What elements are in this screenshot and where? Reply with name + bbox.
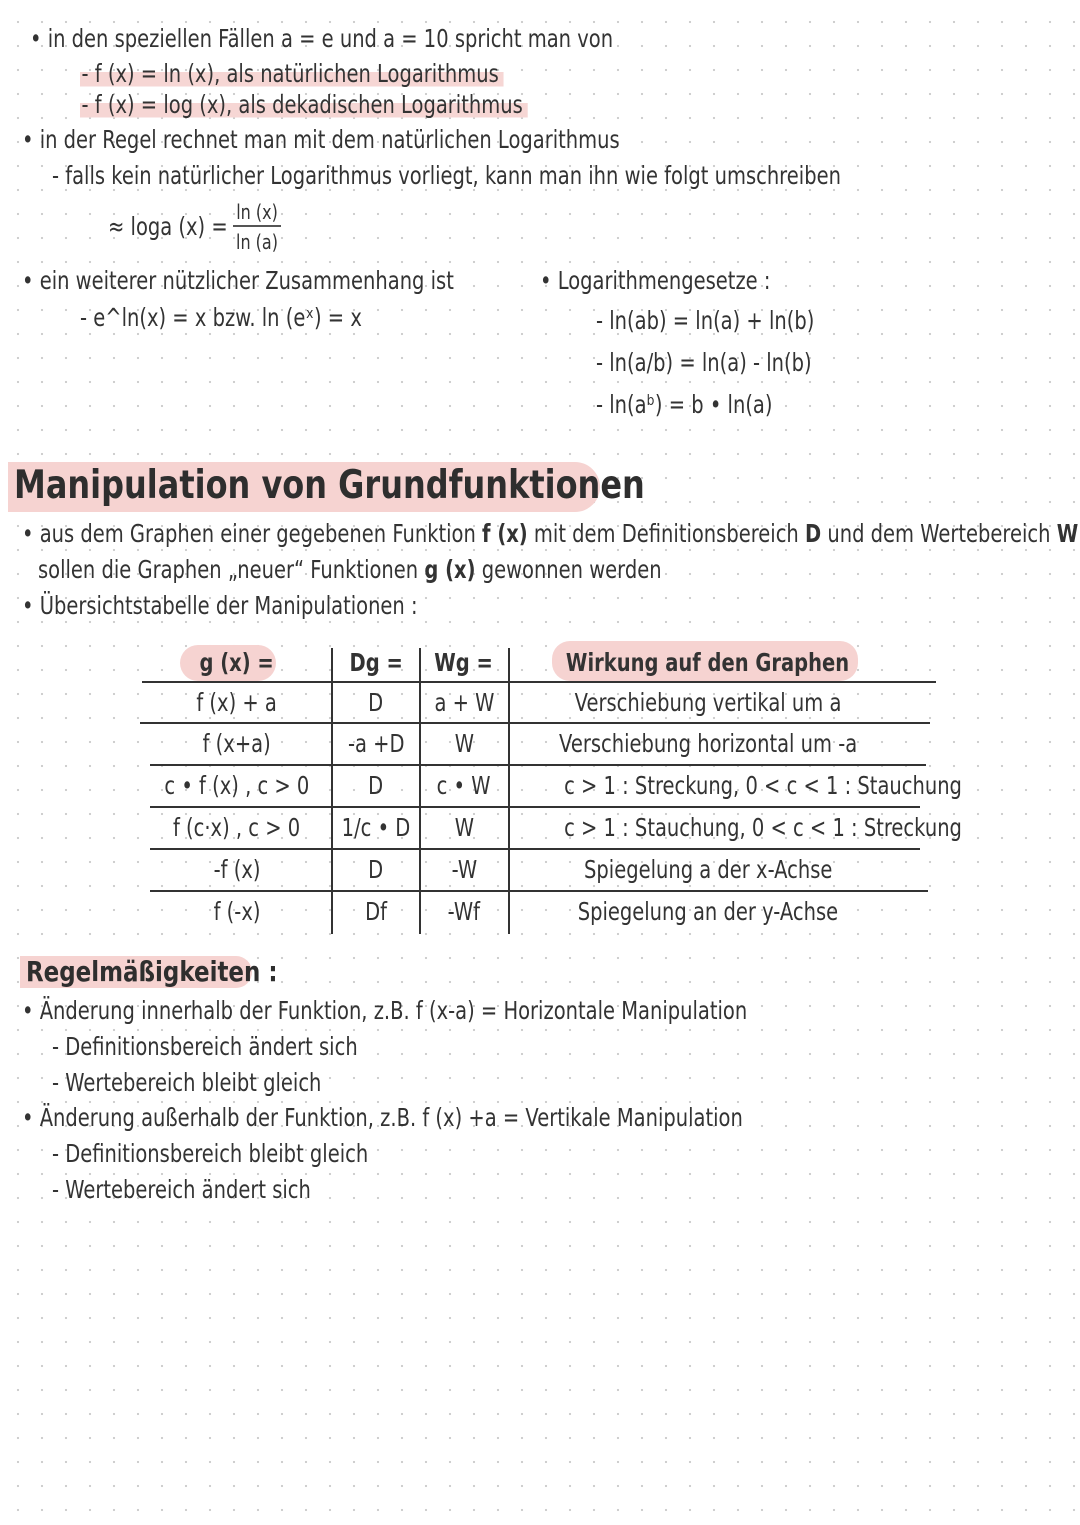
table-cell: f (-x) [213, 897, 261, 926]
table-cell: D [368, 855, 384, 884]
decadic-log-item: - f (x) = log (x), als dekadischen Logarithmus [80, 92, 527, 117]
table-cell: f (x+a) [202, 729, 272, 758]
inside-range-note: - Wertebereich bleibt gleich [52, 1068, 322, 1097]
rewrite-note: - falls kein natürlicher Logarithmus vorliegt, kann man ihn wie folgt umschreiben [52, 161, 841, 190]
table-cell: -W [451, 855, 477, 884]
log-change-formula-left: ≈ loga (x) = [108, 212, 228, 241]
table-header-dg: Dg = [349, 648, 403, 677]
table-cell: Spiegelung a der x-Achse [583, 855, 833, 884]
table-rule [150, 806, 920, 808]
table-cell: -f (x) [213, 855, 261, 884]
log-laws-title: • Logarithmengesetze : [540, 266, 771, 295]
table-cell: a + W [434, 688, 494, 717]
formula-numerator: ln (x) [236, 200, 278, 224]
outside-change-note: • Änderung außerhalb der Funktion, z.B. f (x) +a = Vertikale Manipulation [22, 1103, 743, 1132]
useful-relation-intro: • ein weiterer nützlicher Zusammenhang ist [22, 266, 454, 295]
outside-domain-note: - Definitionsbereich bleibt gleich [52, 1139, 369, 1168]
natural-log-rule: • in der Regel rechnet man mit dem natürlichen Logarithmus [22, 125, 620, 154]
table-cell: c • f (x) , c > 0 [164, 771, 310, 800]
table-cell: -Wf [447, 897, 481, 926]
table-cell: f (x) + a [196, 688, 278, 717]
table-header-effect: Wirkung auf den Graphen [566, 648, 850, 677]
table-cell: D [368, 771, 384, 800]
formula-denominator: ln (a) [236, 230, 278, 254]
table-cell: c > 1 : Stauchung, 0 < c < 1 : Streckung [564, 813, 962, 842]
log-law-product: - ln(ab) = ln(a) + ln(b) [596, 306, 815, 335]
table-cell: -a +D [347, 729, 405, 758]
table-cell: W [454, 729, 474, 758]
table-rule [150, 764, 926, 766]
table-title: • Übersichtstabelle der Manipulationen : [22, 591, 418, 620]
table-cell: Df [365, 897, 387, 926]
inside-domain-note: - Definitionsbereich ändert sich [52, 1032, 358, 1061]
natural-log-item: - f (x) = ln (x), als natürlichen Logarithmus [80, 61, 503, 86]
table-cell: c • W [437, 771, 491, 800]
table-cell: Spiegelung an der y-Achse [577, 897, 839, 926]
log-law-power: - ln(aᵇ) = b • ln(a) [596, 390, 773, 419]
table-cell: W [454, 813, 474, 842]
table-rule [150, 890, 928, 892]
table-rule [140, 722, 930, 724]
log-cases-intro: • in den speziellen Fällen a = e und a = 10 spricht man von [30, 24, 614, 53]
table-header-wg: Wg = [434, 648, 494, 677]
manipulation-intro-line2: sollen die Graphen „neuer“ Funktionen g (x) gewonnen werden [38, 555, 662, 584]
inside-change-note: • Änderung innerhalb der Funktion, z.B. f (x-a) = Horizontale Manipulation [22, 996, 748, 1025]
table-header-g: g (x) = [199, 648, 275, 677]
table-cell: c > 1 : Streckung, 0 < c < 1 : Stauchung [564, 771, 962, 800]
table-rule [150, 848, 920, 850]
table-cell: 1/c • D [341, 813, 411, 842]
table-cell: Verschiebung horizontal um -a [558, 729, 858, 758]
manipulation-intro-line1: • aus dem Graphen einer gegebenen Funktion f (x) mit dem Definitionsbereich D und dem Wertebereich W [22, 519, 1079, 548]
regularities-heading: Regelmäßigkeiten : [26, 955, 278, 988]
fraction-line [233, 225, 281, 227]
table-cell: f (c·x) , c > 0 [173, 813, 301, 842]
table-rule [142, 681, 936, 683]
section-heading: Manipulation von Grundfunktionen [14, 463, 645, 508]
outside-range-note: - Wertebereich ändert sich [52, 1175, 311, 1204]
log-law-quotient: - ln(a/b) = ln(a) - ln(b) [596, 348, 812, 377]
exp-ln-relation: - e^ln(x) = x bzw. ln (eˣ) = x [80, 303, 362, 332]
table-cell: Verschiebung vertikal um a [574, 688, 842, 717]
table-cell: D [368, 688, 384, 717]
